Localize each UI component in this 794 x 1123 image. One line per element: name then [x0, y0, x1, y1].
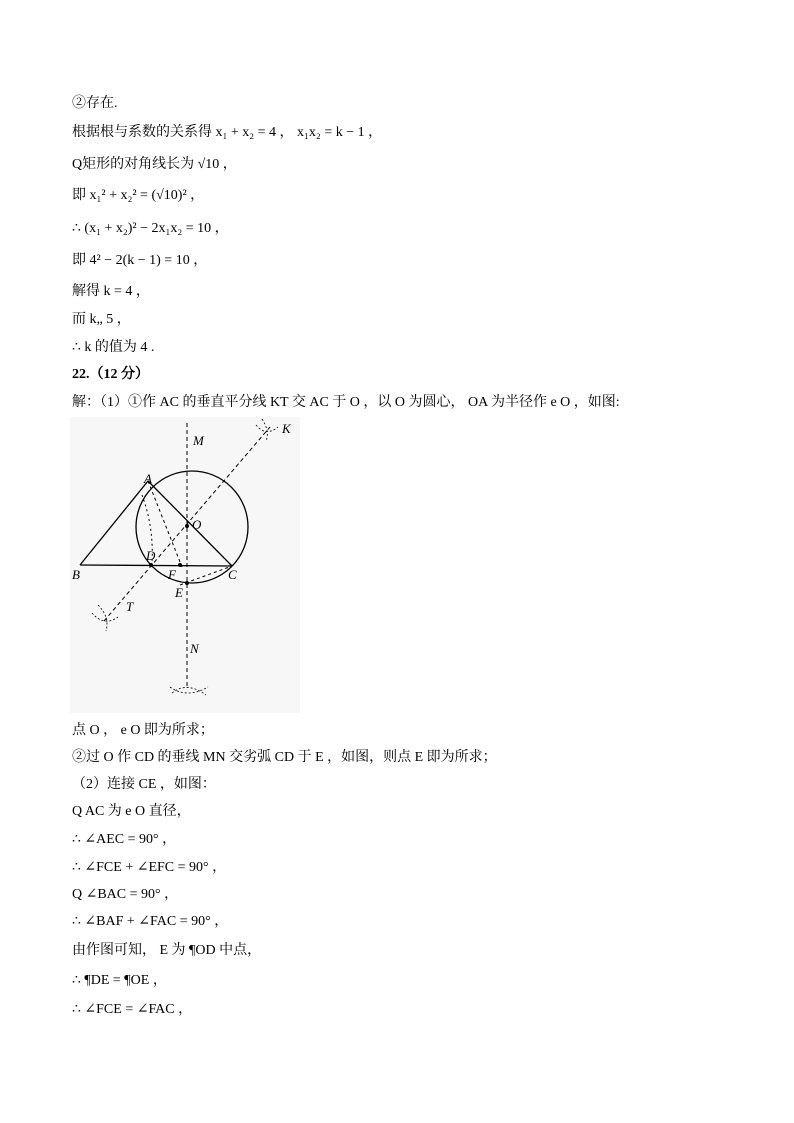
label-F: F — [168, 567, 176, 582]
label-O: O — [192, 517, 202, 532]
label-M: M — [193, 433, 204, 448]
label-K: K — [282, 421, 291, 436]
geometry-figure — [70, 417, 300, 713]
text-line: ②存在. — [72, 96, 118, 111]
text-line: ∴ ∠BAF + ∠FAC = 90° ， — [72, 914, 229, 929]
label-N: N — [190, 641, 199, 656]
text-line: ②过 O 作 CD 的垂线 MN 交劣弧 CD 于 E ，如图，则点 E 即为所求； — [72, 750, 497, 765]
text-line: ∴ ∠FCE + ∠EFC = 90° ， — [72, 860, 227, 875]
text-line: 由作图可知， E 为 ¶OD 中点， — [72, 943, 262, 958]
text-line: 根据根与系数的关系得 x₁ + x₂ = 4 ， x₁x₂ = k − 1 ， — [72, 125, 383, 140]
text-line: Q ∠BAC = 90° ， — [72, 887, 179, 902]
section-heading: 22.（12 分） — [72, 367, 149, 382]
text-line: 点 O ， e O 即为所求； — [72, 723, 214, 738]
text-line: 解：（1）①作 AC 的垂直平分线 KT 交 AC 于 O ，以 O 为圆心， OA 为半径作 e O ，如图: — [72, 395, 620, 410]
label-A: A — [144, 471, 152, 486]
text-line: Q AC 为 e O 直径， — [72, 804, 191, 819]
label-E: E — [175, 585, 183, 600]
text-line: ∴ ∠FCE = ∠FAC ， — [72, 1002, 193, 1017]
text-line: （2）连接 CE ，如图： — [72, 777, 216, 792]
text-line: 而 k„ 5 ， — [72, 312, 131, 327]
label-D: D — [146, 548, 156, 563]
text-line: 即 4² − 2(k − 1) = 10 ， — [72, 253, 208, 268]
text-line: 即 x₁² + x₂² = (√10)² ， — [72, 188, 205, 203]
text-line: ∴ (x₁ + x₂)² − 2x₁x₂ = 10 ， — [72, 221, 229, 236]
label-C: C — [228, 567, 237, 582]
text-line: ∴ ¶DE = ¶OE ， — [72, 973, 167, 988]
text-line: ∴ ∠AEC = 90° ， — [72, 832, 177, 847]
text-line: 解得 k = 4 ， — [72, 284, 150, 299]
label-B: B — [72, 567, 80, 582]
label-T: T — [126, 599, 134, 614]
text-line: Q矩形的对角线长为 √10 ， — [72, 157, 237, 172]
text-line: ∴ k 的值为 4 . — [72, 340, 155, 355]
